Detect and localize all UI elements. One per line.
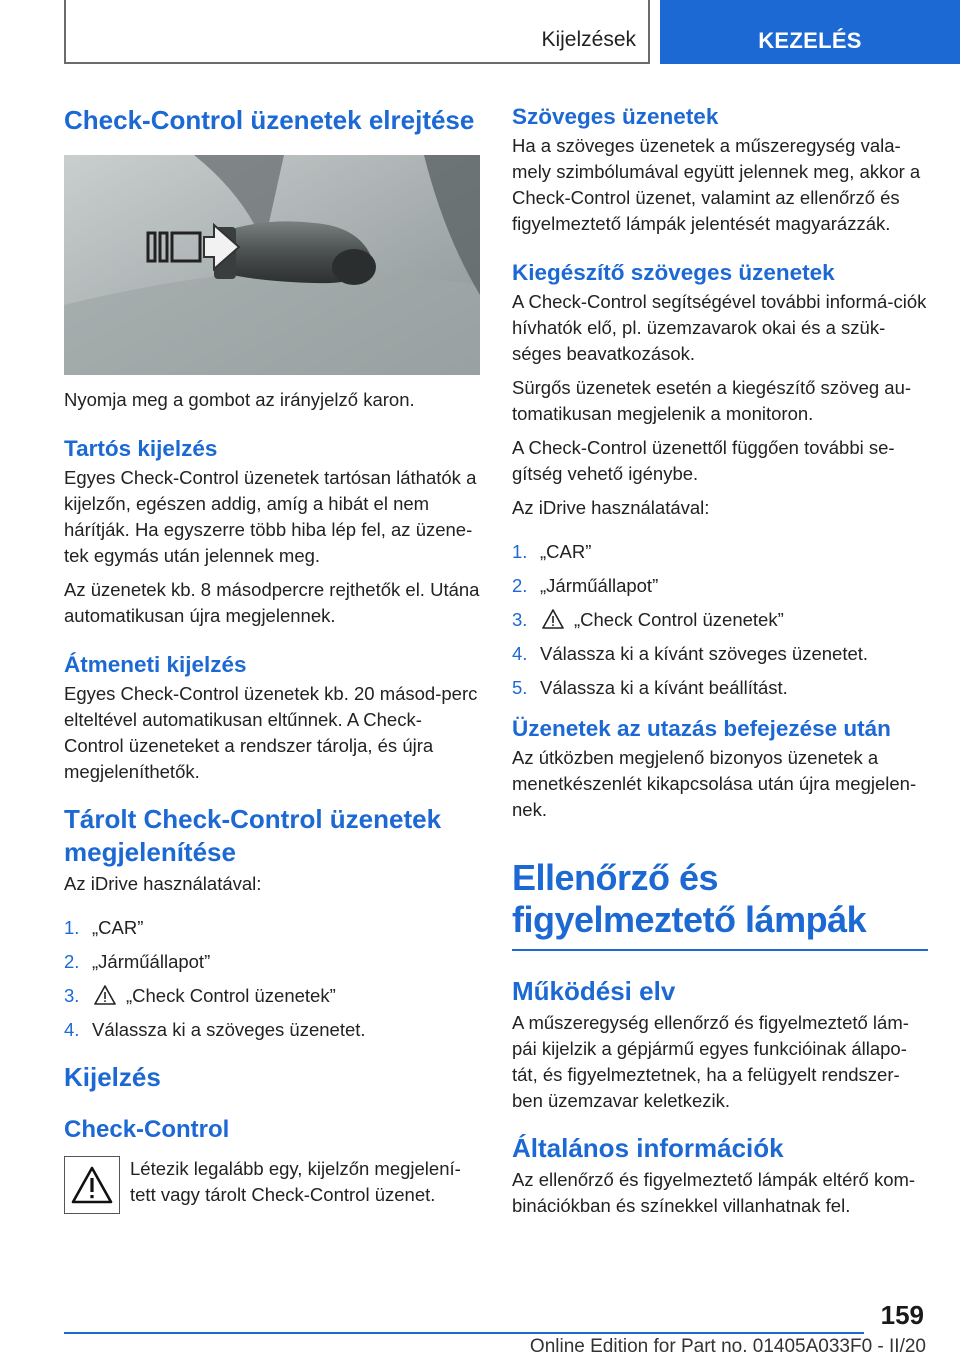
list-item [512,573,928,599]
photo-caption: Nyomja meg a gombot az irányjelző karon. [64,389,415,410]
footer-divider [64,1332,864,1334]
step-text: Válassza ki a kívánt beállítást. [540,677,788,698]
heading-messages-after-trip: Üzenetek az utazás befejezése után [512,716,891,741]
paragraph-messages-after-trip: Az útközben megjelenő bizonyos üzenetek a menetkészenlét kikapcsolása után újra megjelen-nek. [512,747,917,820]
footer-edition-text: Online Edition for Part no. 01405A033F0 - II/20 [529,1336,926,1357]
warning-triangle-icon [94,985,116,1005]
paragraph-supplementary-2: Sürgős üzenetek esetén a kiegészítő szöveg au-tomatikusan megjelenik a monitoron. [512,377,912,424]
header-section-title: Kijelzések [541,28,636,51]
warning-symbol-frame [64,1156,120,1214]
paragraph-stored-intro: Az iDrive használatával: [64,873,262,894]
step-text: „CAR” [540,541,592,562]
heading-permanent-display: Tartós kijelzés [64,436,218,461]
page-number: 159 [880,1300,924,1330]
list-item [512,539,928,565]
chapter-title-indicator-lamps: Ellenőrző és figyelmeztető lámpák [512,857,867,940]
section-title-hide-messages: Check-Control üzenetek elrejtése [64,105,475,135]
paragraph-temporary: Egyes Check-Control üzenetek kb. 20 másod-perc elteltével automatikusan eltűnnek. A Check-Control üzeneteket a rendszer tárolja, és újra megjeleníthetők. [64,683,478,782]
step-number: 4. [64,1019,80,1040]
step-text: „CAR” [92,917,144,938]
step-text: „Járműállapot” [92,951,211,972]
list-item [64,915,480,941]
paragraph-principle: A műszeregység ellenőrző és figyelmeztető lám-pái kijelzik a gépjármű egyes funkcióinak állapo-tát, és figyelmeztetnek, ha a felügyelt rendszer-ben üzemzavar keletkezik. [512,1012,909,1111]
step-number: 3. [64,985,80,1006]
list-item [512,641,928,667]
heading-temporary-display: Átmeneti kijelzés [64,652,247,677]
heading-stored-messages: Tárolt Check-Control üzenetek megjelenítése [64,804,442,867]
heading-display: Kijelzés [64,1062,161,1092]
stored-steps-list [64,915,480,1043]
left-column [64,100,480,1214]
paragraph-supplementary-1: A Check-Control segítségével további informá-ciók hívhatók elő, pl. üzemzavarok okai és a szük-séges beavatkozások. [512,291,927,364]
step-number: 1. [512,541,528,562]
paragraph-general-info: Az ellenőrző és figyelmeztető lámpák eltérő kom-binációkban és színekkel villanhatnak fel. [512,1169,916,1216]
paragraph-supplementary-3: A Check-Control üzenettől függően további se-gítség vehető igénybe. [512,437,895,484]
check-control-warning-note [64,1156,480,1214]
step-number: 3. [512,609,528,630]
paragraph-permanent-1: Egyes Check-Control üzenetek tartósan láthatók a kijelzőn, egészen addig, amíg a hibát el nem hárítják. Ha egyszerre több hiba lép fel, az üzene-tek egymás után jelennek meg. [64,467,477,566]
paragraph-permanent-2: Az üzenetek kb. 8 másodpercre rejthetők el. Utána automatikusan újra megjelennek. [64,579,480,626]
step-text: Válassza ki a kívánt szöveges üzenetet. [540,643,869,664]
list-item [64,1017,480,1043]
warning-triangle-icon [70,1165,114,1205]
step-text: Válassza ki a szöveges üzenetet. [92,1019,366,1040]
paragraph-supplementary-intro: Az iDrive használatával: [512,497,710,518]
right-column [512,100,928,1219]
paragraph-text-messages: Ha a szöveges üzenetek a műszeregység vala-mely szimbólumával együtt jelennek meg, akkor a Check-Control üzenet, valamint az ellenőrző és figyelmeztető lámpák jelentését magyarázzák. [512,135,921,234]
step-number: 4. [512,643,528,664]
warning-triangle-icon [542,609,564,629]
heading-underline [512,949,928,951]
step-number: 1. [64,917,80,938]
step-number: 2. [64,951,80,972]
list-item [512,607,928,633]
step-text: „Check Control üzenetek” [126,985,336,1006]
step-number: 5. [512,677,528,698]
heading-principle: Működési elv [512,976,676,1006]
heading-supplementary-messages: Kiegészítő szöveges üzenetek [512,260,835,285]
heading-general-info: Általános információk [512,1133,784,1163]
paragraph-check-control: Létezik legalább egy, kijelzőn megjelení-tett vagy tárolt Check-Control üzenet. [130,1158,461,1205]
turn-signal-lever-photo [64,155,480,375]
list-item [64,949,480,975]
step-text: „Check Control üzenetek” [574,609,784,630]
list-item [512,675,928,701]
list-item [64,983,480,1009]
step-text: „Járműállapot” [540,575,659,596]
step-number: 2. [512,575,528,596]
header-frame [64,0,650,64]
lever-illustration [64,155,480,375]
supplementary-steps-list [512,539,928,701]
heading-text-messages: Szöveges üzenetek [512,104,719,129]
heading-check-control: Check-Control [64,1116,230,1143]
header-chapter-tab[interactable]: KEZELÉS [660,0,960,64]
